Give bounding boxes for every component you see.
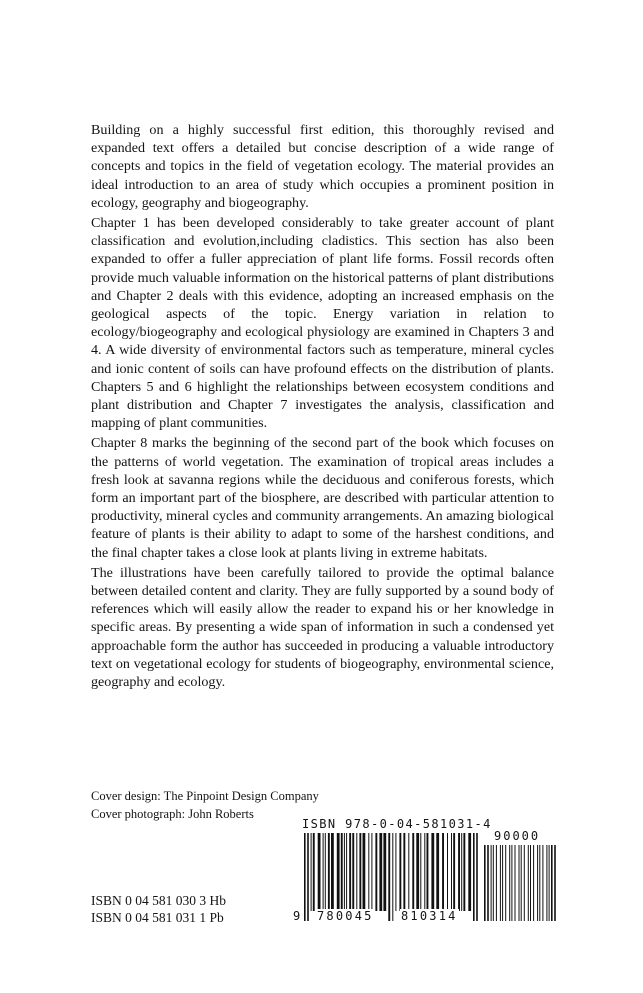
barcode-bar <box>519 845 520 921</box>
barcode-bar <box>453 833 455 911</box>
description-paragraph: Chapter 8 marks the beginning of the second part of the book which focuses on the patterns of world vegetation. The examination of tropical areas includes a fresh look at savanna regions while the deciduous and coniferous forests, which form an important part of the biosphere, are described with particular attention to productivity, mineral cycles and community arrangements. An amazing biological feature of plants is their ability to adapt to some of the harshest conditions, and the final chapter takes a close look at plants living in extreme habitats. <box>91 435 554 561</box>
barcode-bar <box>484 845 486 921</box>
barcode-bar <box>412 833 414 911</box>
barcode-bar <box>349 833 351 911</box>
barcode-bar <box>368 833 369 911</box>
barcode-bar <box>502 845 503 921</box>
barcode-bar <box>554 845 556 921</box>
barcode-bar <box>346 833 347 911</box>
barcode-bar <box>549 845 550 921</box>
cover-design-credit: Cover design: The Pinpoint Design Company <box>91 789 319 803</box>
barcode-bar <box>500 845 501 921</box>
barcode-bar <box>356 833 357 911</box>
addon-bars <box>482 845 558 921</box>
barcode-bar <box>408 833 409 911</box>
barcode-bar <box>473 833 475 921</box>
barcode-bar <box>551 845 553 921</box>
barcode <box>293 817 558 927</box>
barcode-bar <box>344 833 345 911</box>
barcode-bar <box>325 833 326 911</box>
barcode-bar <box>341 833 343 911</box>
barcode-bar <box>371 833 372 911</box>
barcode-isbn-label: ISBN 978-0-04-581031-4 <box>302 817 492 831</box>
barcode-bar <box>379 833 382 911</box>
barcode-digit-lead: 9 <box>293 909 301 923</box>
barcode-bar <box>311 833 312 911</box>
barcode-bar <box>476 833 478 921</box>
barcode-bar <box>424 833 425 911</box>
barcode-bar <box>416 833 419 911</box>
barcode-bar <box>542 845 543 921</box>
barcode-bar <box>304 833 306 921</box>
barcode-bar <box>383 833 386 911</box>
barcode-bar <box>363 833 366 911</box>
barcode-bar <box>436 833 439 911</box>
barcode-bar <box>395 833 396 911</box>
barcode-bar <box>463 833 465 911</box>
barcode-bar <box>496 845 497 921</box>
barcode-bar <box>509 845 510 921</box>
barcode-bar <box>375 833 377 911</box>
barcode-bar <box>515 845 516 921</box>
barcode-bar <box>530 845 531 921</box>
barcode-bar <box>539 845 540 921</box>
barcode-bar <box>323 833 324 911</box>
barcode-bar <box>451 833 452 911</box>
isbn-list <box>91 892 291 926</box>
barcode-bar <box>511 845 512 921</box>
barcode-bar <box>403 833 405 911</box>
barcode-bar <box>352 833 354 911</box>
barcode-addon-digits: 90000 <box>494 829 541 843</box>
barcode-bar <box>318 833 321 911</box>
barcode-bar <box>524 845 525 921</box>
barcode-bar <box>533 845 534 921</box>
barcode-bar <box>461 833 462 911</box>
barcode-bar <box>431 833 434 911</box>
barcode-bar <box>337 833 340 911</box>
description-paragraph: The illustrations have been carefully tailored to provide the optimal balance between detailed content and clarity. They are fully supported by a sound body of references which will easily allow the reader to expand his or her knowledge in specific areas. By presenting a wide span of information in such a condensed yet approachable form the author has succeeded in producing a valuable introductory text on vegetational ecology for students of biogeography, environmental science, geography and ecology. <box>91 564 554 691</box>
barcode-bar <box>427 833 429 911</box>
cover-photograph-credit: Cover photograph: John Roberts <box>91 807 254 821</box>
isbn-paperback: ISBN 0 04 581 031 1 Pb <box>91 910 224 925</box>
barcode-bar <box>442 833 444 911</box>
barcode-bar <box>468 833 471 911</box>
description-paragraph: Building on a highly successful first edition, this thoroughly revised and expanded text offers a detailed but concise description of a wide range of concepts and topics in the field of vegetation ecology. The material provides an ideal introduction to an area of study which occupies a prominent position in ecology, geography and biogeography. <box>91 122 554 211</box>
barcode-bar <box>313 833 315 911</box>
barcode-bar <box>546 845 547 921</box>
barcode-bar <box>331 833 334 911</box>
barcode-bar <box>493 845 494 921</box>
barcode-bar <box>447 833 448 911</box>
isbn-hardback: ISBN 0 04 581 030 3 Hb <box>91 893 227 908</box>
description-paragraph: Chapter 1 has been developed considerably to take greater account of plant classification and evolution,including cladistics. This section has also been expanded to offer a fuller appreciation of plant life forms. Fossil records often provide much valuable information on the historical patterns of plant distributions and Chapter 2 deals with this evidence, adopting an increased emphasis on the geological aspects of the topic. Energy variation in relation to ecology/biogeography and ecological physiology are examined in Chapters 3 and 4. A wide diversity of environmental factors such as temperature, mineral cycles and ionic content of soils can have profound effects on the distribution of plants. Chapters 5 and 6 highlight the relationships between ecosystem conditions and plant distribution and Chapter 7 investigates the analysis, classification and mapping of plant communities. <box>91 215 554 432</box>
barcode-bar <box>392 833 393 921</box>
barcode-bar <box>388 833 390 921</box>
barcode-digits <box>293 909 480 923</box>
barcode-digits-right: 810314 <box>401 909 458 923</box>
barcode-bar <box>420 833 421 911</box>
barcode-bar <box>521 845 522 921</box>
back-cover-description <box>91 121 554 693</box>
barcode-bar <box>505 845 506 921</box>
barcode-digits-left: 780045 <box>317 909 374 923</box>
barcode-bar <box>328 833 330 911</box>
barcode-bar <box>537 845 538 921</box>
barcode-bar <box>399 833 401 911</box>
barcode-bar <box>307 833 309 921</box>
barcode-bar <box>458 833 460 911</box>
barcode-bar <box>487 845 489 921</box>
barcode-bar <box>359 833 361 911</box>
barcode-bar <box>491 845 492 921</box>
barcode-bar <box>528 845 529 921</box>
